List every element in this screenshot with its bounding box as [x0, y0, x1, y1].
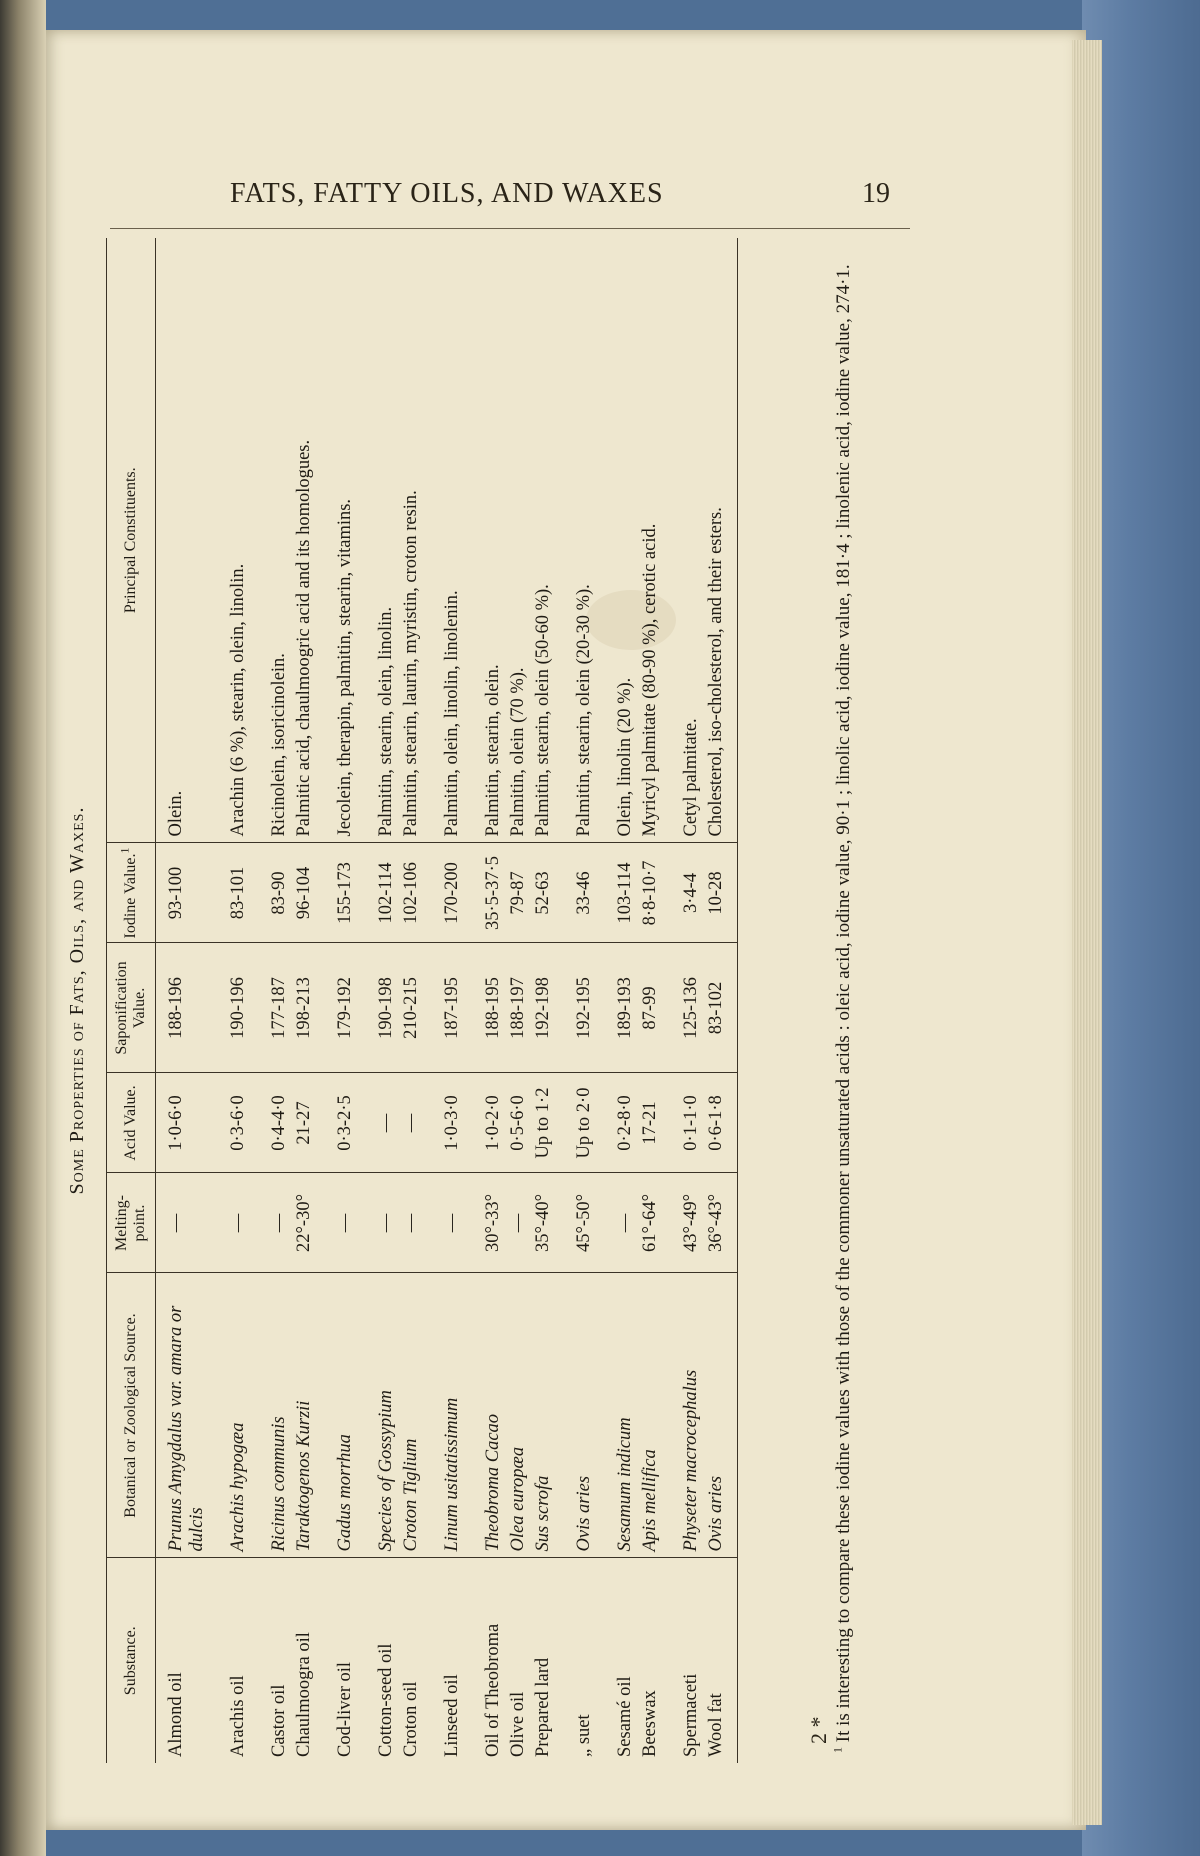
melting-point-cell: 22°-30°	[292, 1173, 317, 1273]
table-row	[292, 238, 317, 1763]
iodine-value-cell: 170-200	[424, 843, 465, 943]
header-melting-point: Melting-point.	[107, 1173, 156, 1273]
saponification-value-cell: 192-195	[556, 943, 597, 1073]
source-cell: Arachis hypogæa	[210, 1273, 251, 1558]
saponification-value-cell: 188-195	[465, 943, 506, 1073]
saponification-value-cell: 188-197	[506, 943, 531, 1073]
acid-value-cell: 0·6-1·8	[704, 1073, 738, 1173]
acid-value-cell: Up to 1·2	[531, 1073, 556, 1173]
saponification-value-cell: 190-198	[358, 943, 399, 1073]
source-cell: Apis mellifica	[638, 1273, 663, 1558]
substance-cell: Cod-liver oil	[335, 1661, 355, 1757]
constituents-cell: Cetyl palmitate.	[663, 238, 704, 843]
source-cell: Species of Gossypium	[358, 1273, 399, 1558]
acid-value-cell: 1·0-2·0	[465, 1073, 506, 1173]
header-principal-constituents: Principal Constituents.	[107, 238, 156, 843]
table-row	[358, 238, 399, 1763]
saponification-value-cell: 187-195	[424, 943, 465, 1073]
iodine-value-cell: 103-114	[597, 843, 638, 943]
running-head: FATS, FATTY OILS, AND WAXES	[230, 178, 664, 209]
iodine-value-cell: 93-100	[156, 843, 211, 943]
substance-cell: Linseed oil	[442, 1674, 462, 1757]
melting-point-cell: 36°-43°	[704, 1173, 738, 1273]
acid-value-cell: 1·0-6·0	[156, 1073, 211, 1173]
melting-point-cell: 43°-49°	[663, 1173, 704, 1273]
substance-cell: Oil of Theobroma	[483, 1623, 503, 1757]
table-row	[704, 238, 738, 1763]
header-source: Botanical or Zoological Source.	[107, 1273, 156, 1558]
source-cell: Ricinus communis	[251, 1273, 292, 1558]
table-row	[531, 238, 556, 1763]
substance-cell: Beeswax	[640, 1690, 660, 1757]
table-row	[556, 238, 597, 1763]
iodine-value-cell: 102-106	[399, 843, 424, 943]
acid-value-cell: 21-27	[292, 1073, 317, 1173]
source-cell: Taraktogenos Kurzii	[292, 1273, 317, 1558]
header-substance: Substance.	[107, 1558, 156, 1763]
constituents-cell: Jecolein, therapin, palmitin, stearin, vitamins.	[317, 238, 358, 843]
iodine-value-cell: 102-114	[358, 843, 399, 943]
source-cell: Linum usitatissimum	[424, 1273, 465, 1558]
iodine-value-cell: 79-87	[506, 843, 531, 943]
melting-point-cell: —	[317, 1173, 358, 1273]
iodine-value-cell: 8·8-10·7	[638, 843, 663, 943]
constituents-cell: Palmitin, stearin, olein.	[465, 238, 506, 843]
constituents-cell: Olein.	[156, 238, 211, 843]
source-cell: Olea europæa	[506, 1273, 531, 1558]
table-row	[251, 238, 292, 1763]
saponification-value-cell: 177-187	[251, 943, 292, 1073]
constituents-cell: Arachin (6 %), stearin, olein, linolin.	[210, 238, 251, 843]
acid-value-cell: 0·1-1·0	[663, 1073, 704, 1173]
saponification-value-cell: 83-102	[704, 943, 738, 1073]
constituents-cell: Palmitin, stearin, olein, linolin.	[358, 238, 399, 843]
melting-point-cell: 30°-33°	[465, 1173, 506, 1273]
table-row	[424, 238, 465, 1763]
signature-mark: 2 *	[806, 1716, 831, 1744]
substance-cell: Wool fat	[704, 1558, 738, 1763]
substance-cell: Spermaceti	[681, 1673, 701, 1757]
melting-point-cell: 61°-64°	[638, 1173, 663, 1273]
saponification-value-cell: 87-99	[638, 943, 663, 1073]
header-acid-value: Acid Value.	[107, 1073, 156, 1173]
saponification-value-cell: 188-196	[156, 943, 211, 1073]
saponification-value-cell: 179-192	[317, 943, 358, 1073]
source-cell: Gadus morrhua	[317, 1273, 358, 1558]
table-row	[465, 238, 506, 1763]
melting-point-cell: —	[210, 1173, 251, 1273]
header-iodine-value: Iodine Value.$^1$	[107, 843, 156, 943]
saponification-value-cell: 192-198	[531, 943, 556, 1073]
substance-cell: Castor oil	[269, 1684, 289, 1757]
melting-point-cell: 35°-40°	[531, 1173, 556, 1273]
source-cell: Ovis aries	[556, 1273, 597, 1558]
melting-point-cell: —	[597, 1173, 638, 1273]
acid-value-cell: 0·2-8·0	[597, 1073, 638, 1173]
page-number: 19	[862, 178, 890, 209]
table-row	[638, 238, 663, 1763]
acid-value-cell: 17-21	[638, 1073, 663, 1173]
acid-value-cell: —	[358, 1073, 399, 1173]
constituents-cell: Ricinolein, isoricinolein.	[251, 238, 292, 843]
melting-point-cell: —	[506, 1173, 531, 1273]
substance-cell: „ suet	[574, 1714, 594, 1757]
table-row	[156, 238, 211, 1763]
iodine-value-cell: 83-101	[210, 843, 251, 943]
table-row	[663, 238, 704, 1763]
rotated-table-block	[66, 238, 876, 1763]
melting-point-cell: —	[424, 1173, 465, 1273]
substance-cell: Almond oil	[166, 1672, 186, 1757]
constituents-cell: Cholesterol, iso-cholesterol, and their esters.	[704, 238, 738, 843]
table-row	[399, 238, 424, 1763]
saponification-value-cell: 210-215	[399, 943, 424, 1073]
acid-value-cell: 0·4-4·0	[251, 1073, 292, 1173]
substance-cell: Sesamé oil	[615, 1676, 635, 1757]
table-header-row	[107, 238, 156, 1763]
saponification-value-cell: 189-193	[597, 943, 638, 1073]
acid-value-cell: Up to 2·0	[556, 1073, 597, 1173]
head-rule	[110, 228, 910, 229]
melting-point-cell: 45°-50°	[556, 1173, 597, 1273]
iodine-value-cell: 33-46	[556, 843, 597, 943]
constituents-cell: Palmitic acid, chaulmoogric acid and its homologues.	[292, 238, 317, 843]
table-caption: Some Properties of Fats, Oils, and Waxes.	[66, 806, 88, 1195]
table-row	[597, 238, 638, 1763]
melting-point-cell: —	[399, 1173, 424, 1273]
table-row	[317, 238, 358, 1763]
source-cell: Prunus Amygdalus var. amara or dulcis	[156, 1273, 211, 1558]
substance-cell: Croton oil	[401, 1681, 421, 1757]
source-cell: Croton Tiglium	[399, 1273, 424, 1558]
source-cell: Theobroma Cacao	[465, 1273, 506, 1558]
iodine-value-cell: 52-63	[531, 843, 556, 943]
source-cell: Sesamum indicum	[597, 1273, 638, 1558]
melting-point-cell: —	[251, 1173, 292, 1273]
substance-cell: Arachis oil	[228, 1675, 248, 1757]
saponification-value-cell: 125-136	[663, 943, 704, 1073]
table-row	[506, 238, 531, 1763]
iodine-value-cell: 155-173	[317, 843, 358, 943]
source-cell: Ovis aries	[704, 1273, 738, 1558]
table-row	[210, 238, 251, 1763]
acid-value-cell: 0·3-6·0	[210, 1073, 251, 1173]
acid-value-cell: —	[399, 1073, 424, 1173]
acid-value-cell: 1·0-3·0	[424, 1073, 465, 1173]
substance-cell: Olive oil	[508, 1691, 528, 1757]
source-cell: Physeter macrocephalus	[663, 1273, 704, 1558]
saponification-value-cell: 190-196	[210, 943, 251, 1073]
iodine-value-cell: 10-28	[704, 843, 738, 943]
saponification-value-cell: 198-213	[292, 943, 317, 1073]
constituents-cell: Olein, linolin (20 %).	[597, 238, 638, 843]
substance-cell: Cotton-seed oil	[376, 1643, 396, 1757]
constituents-cell: Palmitin, stearin, olein (50-60 %).	[531, 238, 556, 843]
footnote: $^1$ It is interesting to compare these iodine values with those of the commoner unsaturated acids : oleic acid, iodine value, 90·1 ; linolic acid, iodine value, 181·4 ; linolenic acid, iodine value, 274·1.	[830, 264, 854, 1753]
acid-value-cell: 0·5-6·0	[506, 1073, 531, 1173]
substance-cell: Prepared lard	[533, 1657, 553, 1757]
melting-point-cell: —	[156, 1173, 211, 1273]
iodine-value-cell: 96-104	[292, 843, 317, 943]
constituents-cell: Myricyl palmitate (80-90 %), cerotic acid.	[638, 238, 663, 843]
constituents-cell: Palmitin, stearin, olein (20-30 %).	[556, 238, 597, 843]
constituents-cell: Palmitin, olein (70 %).	[506, 238, 531, 843]
melting-point-cell: —	[358, 1173, 399, 1273]
iodine-value-cell: 83-90	[251, 843, 292, 943]
properties-table	[106, 238, 738, 1763]
iodine-value-cell: 3·4-4	[663, 843, 704, 943]
iodine-value-cell: 35·5-37·5	[465, 843, 506, 943]
page-fore-edge	[1072, 40, 1102, 1825]
header-saponification-value: Saponification Value.	[107, 943, 156, 1073]
source-cell: Sus scrofa	[531, 1273, 556, 1558]
constituents-cell: Palmitin, olein, linolin, linolenin.	[424, 238, 465, 843]
acid-value-cell: 0·3-2·5	[317, 1073, 358, 1173]
constituents-cell: Palmitin, stearin, laurin, myristin, croton resin.	[399, 238, 424, 843]
previous-page-edge	[0, 0, 46, 1856]
substance-cell: Chaulmoogra oil	[294, 1632, 314, 1757]
